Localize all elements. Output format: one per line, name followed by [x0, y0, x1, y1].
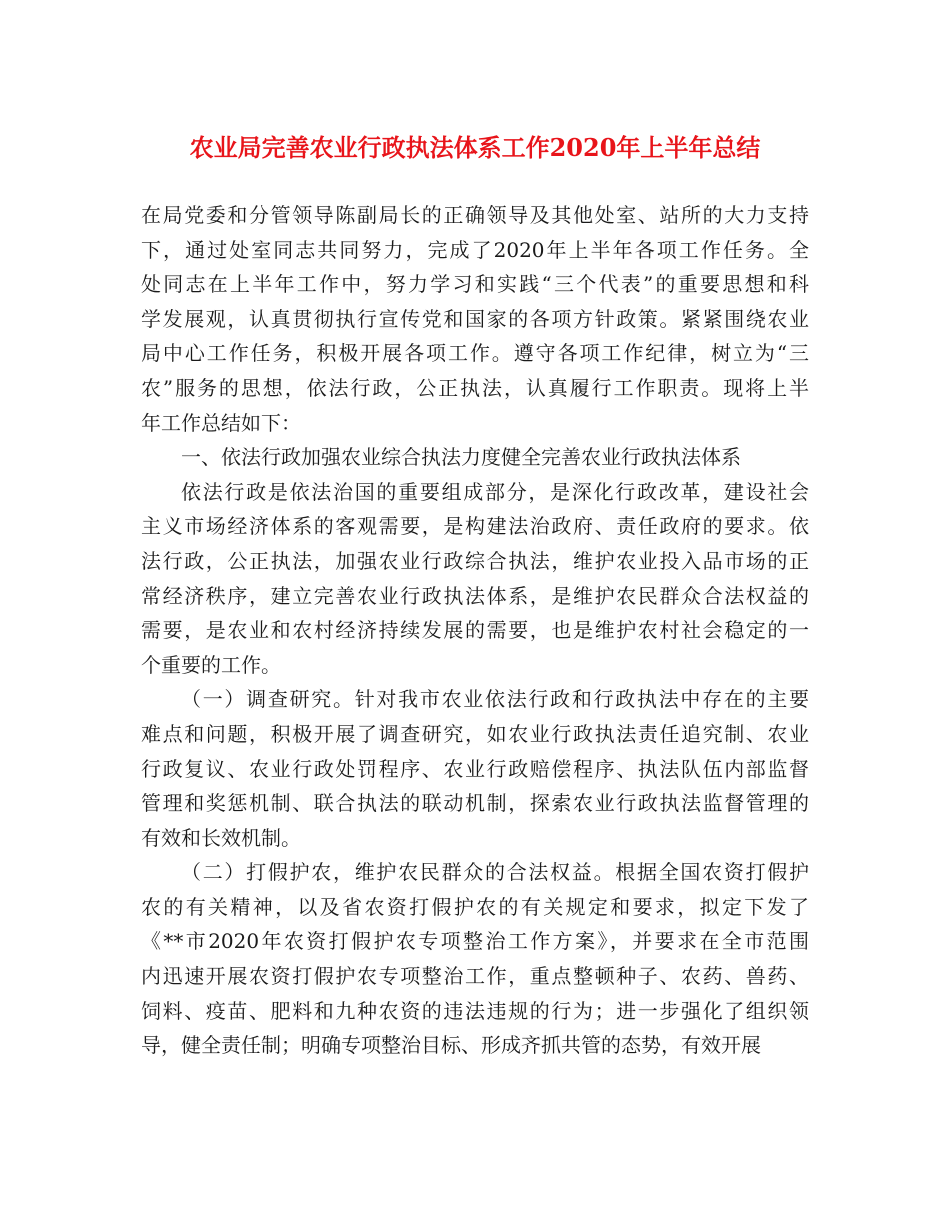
paragraph-line: 行政复议、农业行政处罚程序、农业行政赔偿程序、执法队伍内部监督 [141, 756, 809, 781]
paragraph-line: 一、依法行政加强农业综合执法力度健全完善农业行政执法体系 [181, 445, 741, 470]
paragraph-line: 依法行政是依法治国的重要组成部分，是深化行政改革，建设社会 [181, 479, 809, 504]
paragraph [141, 198, 809, 440]
paragraph-line: 在局党委和分管领导陈副局长的正确领导及其他处室、站所的大力支持 [141, 203, 809, 227]
paragraph [141, 440, 809, 475]
paragraph-line: 《**市2020年农资打假护农专项整治工作方案》，并要求在全市范围 [141, 929, 809, 954]
paragraph-line: 管理和奖惩机制、联合执法的联动机制，探索农业行政执法监督管理的 [141, 791, 809, 816]
paragraph-line: 主义市场经济体系的客观需要，是构建法治政府、责任政府的要求。依 [141, 514, 809, 539]
paragraph-line: 饲料、疫苗、肥料和九种农资的违法违规的行为；进一步强化了组织领 [141, 998, 809, 1023]
paragraph-line: 处同志在上半年工作中，努力学习和实践“三个代表”的重要思想和科 [141, 272, 809, 297]
paragraph-line: 法行政，公正执法，加强农业行政综合执法，维护农业投入品市场的正 [141, 548, 809, 573]
paragraph-line: 常经济秩序，建立完善农业行政执法体系，是维护农民群众合法权益的 [141, 583, 809, 608]
paragraph-line: 下，通过处室同志共同努力，完成了2020年上半年各项工作任务。全 [141, 237, 809, 262]
paragraph-line: 需要，是农业和农村经济持续发展的需要，也是维护农村社会稳定的一 [141, 618, 809, 643]
document-title: 农业局完善农业行政执法体系工作2020年上半年总结 [189, 133, 761, 162]
paragraph [141, 855, 809, 1063]
paragraph-line: 农的有关精神，以及省农资打假护农的有关规定和要求，拟定下发了 [141, 894, 809, 919]
paragraph-line: （二）打假护农，维护农民群众的合法权益。根据全国农资打假护 [181, 860, 809, 885]
paragraph [141, 682, 809, 855]
paragraph-line: 有效和长效机制。 [141, 825, 301, 850]
paragraph-line: 农”服务的思想，依法行政，公正执法，认真履行工作职责。现将上半 [141, 375, 809, 400]
paragraph-line: 个重要的工作。 [141, 652, 281, 677]
paragraph-line: 年工作总结如下： [141, 410, 301, 435]
paragraph [141, 475, 809, 683]
paragraph-line: （一）调查研究。针对我市农业依法行政和行政执法中存在的主要 [181, 687, 809, 712]
document-body [141, 198, 809, 1063]
paragraph-line: 导，健全责任制；明确专项整治目标、形成齐抓共管的态势，有效开展 [141, 1033, 761, 1058]
paragraph-line: 学发展观，认真贯彻执行宣传党和国家的各项方针政策。紧紧围绕农业 [141, 306, 809, 331]
paragraph-line: 难点和问题，积极开展了调查研究，如农业行政执法责任追究制、农业 [141, 721, 809, 746]
paragraph-line: 局中心工作任务，积极开展各项工作。遵守各项工作纪律，树立为“三 [141, 341, 809, 366]
paragraph-line: 内迅速开展农资打假护农专项整治工作，重点整顿种子、农药、兽药、 [141, 964, 809, 989]
